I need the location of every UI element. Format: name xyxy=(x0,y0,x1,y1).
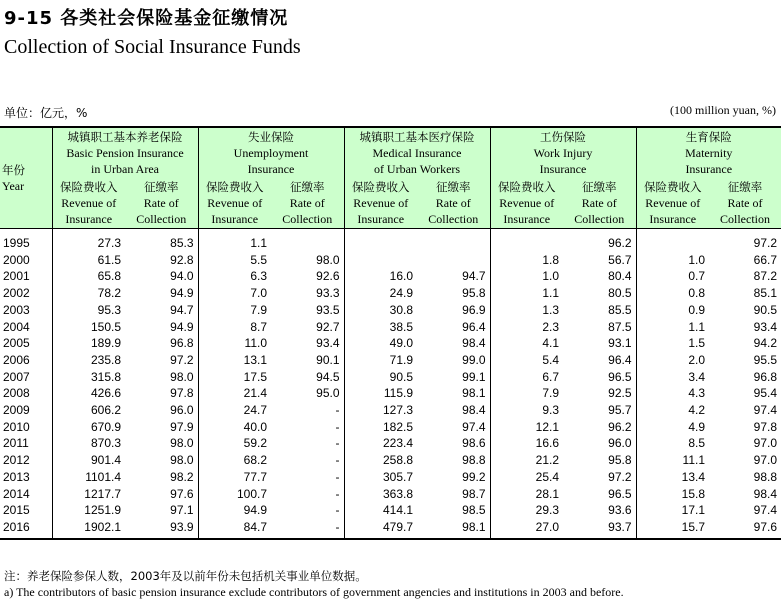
revenue-cell: 84.7 xyxy=(198,519,271,539)
table-row xyxy=(0,302,781,319)
group-header-cn: 生育保险 xyxy=(685,130,732,144)
group-header-en: Insurance xyxy=(247,162,295,176)
revenue-cell: 15.7 xyxy=(636,519,709,539)
rate-cell: 87.5 xyxy=(608,319,632,334)
group-header-en: in Urban Area xyxy=(91,162,159,176)
rate-header-cn: 征缴率 xyxy=(582,180,617,194)
rate-cell: 90.5 xyxy=(753,302,778,317)
revenue-cell: 363.8 xyxy=(344,486,417,503)
year-cell: 2011 xyxy=(3,436,29,451)
group-header-cn: 城镇职工基本养老保险 xyxy=(67,130,183,144)
rate-cell: 98.4 xyxy=(462,403,486,418)
rate-cell: 94.7 xyxy=(462,269,486,284)
revenue-cell: 71.9 xyxy=(344,352,417,369)
revenue-cell: 27.0 xyxy=(490,519,563,539)
revenue-cell: 414.1 xyxy=(344,502,417,519)
rate-cell: 92.8 xyxy=(170,252,194,267)
year-cell: 2006 xyxy=(3,352,30,367)
year-cell: 2013 xyxy=(3,469,30,484)
rate-cell: 93.4 xyxy=(316,336,340,351)
revenue-cell: 2.3 xyxy=(490,319,563,336)
group-header-cn: 失业保险 xyxy=(248,130,294,144)
revenue-cell: 870.3 xyxy=(52,435,125,452)
rate-cell: 95.5 xyxy=(753,352,778,367)
revenue-header-en: Revenue of xyxy=(207,196,263,210)
revenue-cell: 16.6 xyxy=(490,435,563,452)
table-row xyxy=(0,369,781,386)
rate-header xyxy=(709,178,781,229)
rate-cell: - xyxy=(335,419,340,434)
group-header-en: Basic Pension Insurance xyxy=(66,146,184,160)
rate-header-cn: 征缴率 xyxy=(290,180,325,194)
revenue-cell: 12.1 xyxy=(490,419,563,436)
revenue-header-en: Revenue of xyxy=(353,196,409,210)
revenue-cell: 6.3 xyxy=(198,268,271,285)
social-insurance-table xyxy=(0,126,781,540)
rate-cell: - xyxy=(271,519,344,539)
year-header-en: Year xyxy=(2,179,25,193)
rate-cell: 98.4 xyxy=(753,486,778,501)
group-header-pension xyxy=(52,127,198,178)
group-header-en: Insurance xyxy=(539,162,587,176)
revenue-cell: 2.0 xyxy=(636,352,709,369)
table-row xyxy=(0,452,781,469)
table-row xyxy=(0,229,781,252)
rate-cell: 93.5 xyxy=(316,302,340,317)
revenue-cell: 4.2 xyxy=(636,402,709,419)
rate-cell: 93.6 xyxy=(608,503,632,518)
rate-cell: 93.1 xyxy=(608,336,632,351)
revenue-cell: 1217.7 xyxy=(52,486,125,503)
rate-header-en: Rate of xyxy=(289,196,325,210)
rate-cell: - xyxy=(335,403,340,418)
revenue-cell: 77.7 xyxy=(198,469,271,486)
rate-cell: 85.3 xyxy=(170,236,194,250)
table-row xyxy=(0,319,781,336)
rate-cell: 95.4 xyxy=(753,386,778,401)
rate-cell: 97.2 xyxy=(753,236,778,250)
rate-cell: 97.2 xyxy=(170,352,194,367)
rate-cell: 97.6 xyxy=(709,519,781,539)
revenue-cell: 1101.4 xyxy=(52,469,125,486)
year-cell: 2001 xyxy=(3,269,30,284)
rate-cell: 85.5 xyxy=(608,302,632,317)
page-title-cn: 9-15 各类社会保险基金征缴情况 xyxy=(4,8,289,29)
rate-cell: 97.4 xyxy=(753,503,778,518)
rate-cell xyxy=(417,229,490,252)
year-cell: 2014 xyxy=(3,486,30,501)
revenue-cell: 3.4 xyxy=(636,369,709,386)
revenue-cell xyxy=(344,252,417,269)
rate-cell: 97.8 xyxy=(753,419,778,434)
revenue-cell: 59.2 xyxy=(198,435,271,452)
group-header-en: Work Injury xyxy=(533,146,593,160)
rate-cell: 94.9 xyxy=(170,319,194,334)
revenue-header-cn: 保险费收入 xyxy=(498,180,556,194)
rate-cell: - xyxy=(335,453,340,468)
rate-cell: 97.0 xyxy=(753,453,778,468)
rate-cell: 97.8 xyxy=(170,386,194,401)
rate-cell: 85.1 xyxy=(753,286,778,301)
rate-cell: 96.8 xyxy=(170,336,194,351)
rate-header xyxy=(417,178,490,229)
revenue-cell: 189.9 xyxy=(52,335,125,352)
rate-cell: 95.8 xyxy=(608,453,632,468)
rate-cell: 90.1 xyxy=(316,352,340,367)
revenue-cell: 68.2 xyxy=(198,452,271,469)
revenue-cell: 0.8 xyxy=(636,285,709,302)
revenue-header-cn: 保险费收入 xyxy=(60,180,118,194)
rate-cell: 98.8 xyxy=(462,453,486,468)
rate-cell: 87.2 xyxy=(753,269,778,284)
year-cell: 2016 xyxy=(0,519,52,539)
rate-cell: 56.7 xyxy=(608,252,632,267)
revenue-cell: 8.7 xyxy=(198,319,271,336)
revenue-cell: 25.4 xyxy=(490,469,563,486)
revenue-cell: 27.3 xyxy=(52,229,125,252)
rate-cell: 98.0 xyxy=(316,252,340,267)
rate-cell: 98.0 xyxy=(170,453,194,468)
revenue-cell: 7.0 xyxy=(198,285,271,302)
revenue-cell: 150.5 xyxy=(52,319,125,336)
revenue-header-cn: 保险费收入 xyxy=(644,180,702,194)
revenue-cell: 315.8 xyxy=(52,369,125,386)
revenue-cell: 479.7 xyxy=(344,519,417,539)
revenue-header xyxy=(636,178,709,229)
year-cell: 2000 xyxy=(3,252,30,267)
rate-cell: 98.1 xyxy=(462,386,486,401)
year-cell: 2005 xyxy=(3,336,30,351)
rate-cell: 93.9 xyxy=(125,519,198,539)
revenue-cell xyxy=(344,229,417,252)
revenue-cell: 0.7 xyxy=(636,268,709,285)
revenue-cell xyxy=(490,229,563,252)
table-row xyxy=(0,502,781,519)
revenue-header-en: Insurance xyxy=(357,212,405,226)
revenue-cell: 0.9 xyxy=(636,302,709,319)
revenue-cell: 1251.9 xyxy=(52,502,125,519)
revenue-cell: 8.5 xyxy=(636,435,709,452)
revenue-cell: 5.5 xyxy=(198,252,271,269)
revenue-header xyxy=(490,178,563,229)
year-cell: 2012 xyxy=(3,453,30,468)
rate-cell: - xyxy=(335,469,340,484)
rate-cell: 93.4 xyxy=(753,319,778,334)
revenue-cell: 21.2 xyxy=(490,452,563,469)
revenue-cell: 670.9 xyxy=(52,419,125,436)
rate-header-en: Rate of xyxy=(435,196,471,210)
group-header-medical xyxy=(344,127,490,178)
rate-header-en: Collection xyxy=(574,212,625,226)
revenue-header-en: Revenue of xyxy=(645,196,701,210)
rate-cell: 92.5 xyxy=(608,386,632,401)
revenue-cell: 4.3 xyxy=(636,385,709,402)
rate-cell: 92.7 xyxy=(316,319,340,334)
rate-header-cn: 征缴率 xyxy=(436,180,471,194)
revenue-cell: 115.9 xyxy=(344,385,417,402)
rate-cell: 96.2 xyxy=(608,419,632,434)
revenue-cell: 4.9 xyxy=(636,419,709,436)
table-row xyxy=(0,268,781,285)
revenue-header xyxy=(198,178,271,229)
rate-cell: 94.9 xyxy=(170,286,194,301)
rate-cell: 96.9 xyxy=(462,302,486,317)
revenue-cell: 1.0 xyxy=(636,252,709,269)
revenue-header-cn: 保险费收入 xyxy=(352,180,410,194)
table-body xyxy=(0,229,781,539)
rate-cell: 96.8 xyxy=(753,369,778,384)
rate-cell: 96.5 xyxy=(608,486,632,501)
rate-cell: 97.9 xyxy=(170,419,194,434)
rate-cell: 96.2 xyxy=(608,236,632,250)
sub-header-row xyxy=(0,178,781,229)
revenue-cell: 100.7 xyxy=(198,486,271,503)
revenue-cell: 11.1 xyxy=(636,452,709,469)
year-header xyxy=(0,127,52,229)
revenue-cell: 426.6 xyxy=(52,385,125,402)
year-cell: 2004 xyxy=(3,319,30,334)
revenue-cell: 95.3 xyxy=(52,302,125,319)
rate-cell: 80.5 xyxy=(608,286,632,301)
revenue-cell: 1.5 xyxy=(636,335,709,352)
rate-cell: 96.4 xyxy=(462,319,486,334)
rate-cell: 99.2 xyxy=(462,469,486,484)
revenue-header-cn: 保险费收入 xyxy=(206,180,264,194)
revenue-cell: 15.8 xyxy=(636,486,709,503)
rate-cell: 99.0 xyxy=(462,352,486,367)
revenue-header xyxy=(52,178,125,229)
table-row xyxy=(0,486,781,503)
table-row xyxy=(0,419,781,436)
rate-cell: 98.7 xyxy=(462,486,486,501)
revenue-cell: 24.7 xyxy=(198,402,271,419)
revenue-cell: 6.7 xyxy=(490,369,563,386)
unit-label-cn: 单位：亿元，% xyxy=(4,106,88,120)
rate-cell: 96.5 xyxy=(608,369,632,384)
revenue-header-en: Revenue of xyxy=(499,196,555,210)
rate-header-en: Collection xyxy=(428,212,479,226)
unit-label-en: (100 million yuan, %) xyxy=(670,103,776,117)
revenue-cell: 13.1 xyxy=(198,352,271,369)
rate-cell: 97.4 xyxy=(462,419,486,434)
rate-cell: - xyxy=(335,436,340,451)
revenue-cell: 30.8 xyxy=(344,302,417,319)
rate-header-en: Collection xyxy=(136,212,187,226)
rate-cell: 95.8 xyxy=(462,286,486,301)
rate-cell: 98.8 xyxy=(753,469,778,484)
group-header-maternity xyxy=(636,127,781,178)
revenue-cell: 606.2 xyxy=(52,402,125,419)
revenue-cell: 305.7 xyxy=(344,469,417,486)
rate-cell: 94.2 xyxy=(753,336,778,351)
table-row xyxy=(0,469,781,486)
revenue-cell: 24.9 xyxy=(344,285,417,302)
revenue-cell: 65.8 xyxy=(52,268,125,285)
revenue-cell: 1.3 xyxy=(490,302,563,319)
rate-cell: 96.0 xyxy=(170,403,194,418)
rate-header-cn: 征缴率 xyxy=(144,180,179,194)
revenue-cell: 61.5 xyxy=(52,252,125,269)
revenue-cell: 1.1 xyxy=(198,229,271,252)
table-row xyxy=(0,252,781,269)
rate-cell: 66.7 xyxy=(753,252,778,267)
rate-cell: 97.4 xyxy=(753,403,778,418)
year-cell: 2010 xyxy=(3,419,30,434)
rate-cell: 80.4 xyxy=(608,269,632,284)
revenue-cell: 21.4 xyxy=(198,385,271,402)
rate-cell: 97.1 xyxy=(170,503,194,518)
revenue-cell: 1.8 xyxy=(490,252,563,269)
table-row xyxy=(0,385,781,402)
rate-cell: 98.6 xyxy=(462,436,486,451)
revenue-cell: 9.3 xyxy=(490,402,563,419)
rate-cell: 93.3 xyxy=(316,286,340,301)
year-cell: 2007 xyxy=(3,369,30,384)
rate-cell: 99.1 xyxy=(462,369,486,384)
rate-cell: 98.1 xyxy=(417,519,490,539)
revenue-cell: 17.5 xyxy=(198,369,271,386)
rate-cell: 97.2 xyxy=(608,469,632,484)
revenue-cell: 127.3 xyxy=(344,402,417,419)
revenue-cell: 901.4 xyxy=(52,452,125,469)
page-title-en: Collection of Social Insurance Funds xyxy=(4,36,301,58)
footnote-en: a) The contributors of basic pension insurance exclude contributors of government angencies and institutions in 2003 and before. xyxy=(4,585,624,599)
rate-cell: 97.6 xyxy=(170,486,194,501)
revenue-cell: 49.0 xyxy=(344,335,417,352)
rate-cell: 98.5 xyxy=(462,503,486,518)
group-header-cn: 城镇职工基本医疗保险 xyxy=(359,130,475,144)
rate-header xyxy=(125,178,198,229)
table-row xyxy=(0,352,781,369)
year-cell: 2009 xyxy=(3,403,30,418)
rate-header-en: Collection xyxy=(282,212,333,226)
revenue-cell: 28.1 xyxy=(490,486,563,503)
revenue-header-en: Insurance xyxy=(503,212,551,226)
rate-header xyxy=(271,178,344,229)
revenue-header-en: Revenue of xyxy=(61,196,117,210)
table-row xyxy=(0,519,781,539)
group-header-en: Unemployment xyxy=(233,146,309,160)
year-header-cn: 年份 xyxy=(2,163,25,177)
rate-header xyxy=(563,178,636,229)
rate-header-en: Rate of xyxy=(727,196,763,210)
group-header-en: Maternity xyxy=(685,146,733,160)
rate-cell xyxy=(417,252,490,269)
rate-cell: 93.7 xyxy=(563,519,636,539)
table-row xyxy=(0,335,781,352)
table-row xyxy=(0,285,781,302)
rate-cell: 98.2 xyxy=(170,469,194,484)
revenue-cell: 7.9 xyxy=(198,302,271,319)
revenue-cell: 17.1 xyxy=(636,502,709,519)
year-cell: 2008 xyxy=(3,386,30,401)
rate-cell: 96.4 xyxy=(608,352,632,367)
group-header-unemployment xyxy=(198,127,344,178)
revenue-cell: 94.9 xyxy=(198,502,271,519)
rate-header-en: Collection xyxy=(720,212,770,226)
rate-cell: 95.7 xyxy=(608,403,632,418)
rate-cell: 98.0 xyxy=(170,369,194,384)
rate-cell: - xyxy=(335,486,340,501)
rate-cell: 98.4 xyxy=(462,336,486,351)
group-header-en: Medical Insurance xyxy=(372,146,462,160)
footnote-cn: 注：养老保险参保人数，2003年及以前年份未包括机关事业单位数据。 xyxy=(4,569,367,583)
revenue-header xyxy=(344,178,417,229)
revenue-cell: 5.4 xyxy=(490,352,563,369)
rate-cell xyxy=(271,229,344,252)
group-header-en: Insurance xyxy=(685,162,733,176)
revenue-cell: 29.3 xyxy=(490,502,563,519)
revenue-cell: 90.5 xyxy=(344,369,417,386)
revenue-cell: 11.0 xyxy=(198,335,271,352)
revenue-cell: 4.1 xyxy=(490,335,563,352)
revenue-cell: 182.5 xyxy=(344,419,417,436)
revenue-cell: 1902.1 xyxy=(52,519,125,539)
revenue-cell: 1.0 xyxy=(490,268,563,285)
revenue-cell: 16.0 xyxy=(344,268,417,285)
table-row xyxy=(0,402,781,419)
rate-cell: 98.0 xyxy=(170,436,194,451)
table-row xyxy=(0,435,781,452)
year-cell: 2003 xyxy=(3,302,30,317)
year-cell: 1995 xyxy=(3,236,30,250)
rate-cell: 92.6 xyxy=(316,269,340,284)
group-header-en: of Urban Workers xyxy=(373,162,461,176)
revenue-header-en: Insurance xyxy=(211,212,259,226)
revenue-cell: 7.9 xyxy=(490,385,563,402)
rate-cell: - xyxy=(335,503,340,518)
rate-cell: 96.0 xyxy=(608,436,632,451)
revenue-header-en: Insurance xyxy=(65,212,113,226)
revenue-cell: 1.1 xyxy=(636,319,709,336)
rate-cell: 95.0 xyxy=(316,386,340,401)
revenue-cell: 40.0 xyxy=(198,419,271,436)
rate-header-en: Rate of xyxy=(143,196,179,210)
group-header-cn: 工伤保险 xyxy=(540,130,586,144)
revenue-cell: 235.8 xyxy=(52,352,125,369)
rate-cell: 94.7 xyxy=(170,302,194,317)
revenue-cell xyxy=(636,229,709,252)
rate-cell: 94.5 xyxy=(316,369,340,384)
revenue-cell: 1.1 xyxy=(490,285,563,302)
rate-cell: 94.0 xyxy=(170,269,194,284)
revenue-header-en: Insurance xyxy=(649,212,697,226)
revenue-cell: 13.4 xyxy=(636,469,709,486)
rate-header-cn: 征缴率 xyxy=(727,180,763,194)
rate-header-en: Rate of xyxy=(581,196,617,210)
year-cell: 2015 xyxy=(3,503,30,518)
revenue-cell: 223.4 xyxy=(344,435,417,452)
revenue-cell: 38.5 xyxy=(344,319,417,336)
rate-cell: 97.0 xyxy=(753,436,778,451)
year-cell: 2002 xyxy=(3,286,30,301)
revenue-cell: 258.8 xyxy=(344,452,417,469)
group-header-work-injury xyxy=(490,127,636,178)
revenue-cell: 78.2 xyxy=(52,285,125,302)
